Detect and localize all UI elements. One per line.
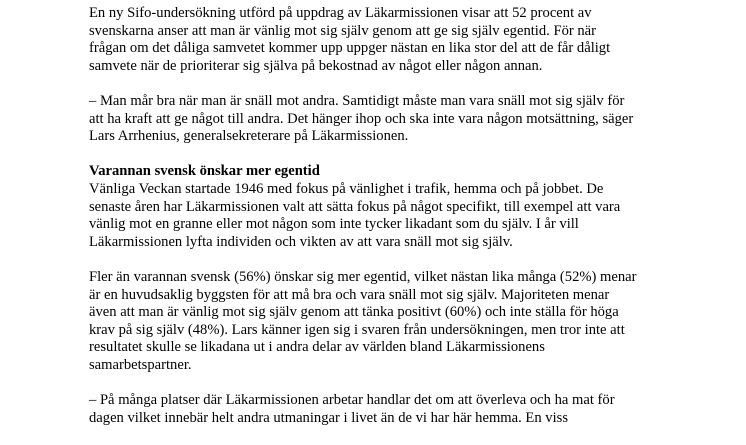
text-line: samarbetspartner.: [89, 356, 192, 373]
text-line: Lars Arrhenius, generalsekreterare på Läkarmissionen.: [89, 128, 409, 145]
text-line: Fler än varannan svensk (56%) önskar sig mer egentid, vilket nästan lika många (52%) menar: [89, 268, 637, 285]
paragraph-quote: [89, 93, 729, 146]
paragraph-statistics: [89, 269, 729, 375]
text-line: att ha kraft att ge något till andra. Det hänger ihop och ska inte vara någon motsättning, säger: [89, 110, 634, 127]
text-line: krav på sig själv (48%). Lars känner igen sig i svaren från undersökningen, men tror inte att: [89, 321, 625, 338]
text-line: samvete när de prioriterar sig själva på bekostnad av något eller någon annan.: [89, 57, 543, 74]
section-egentid: [89, 163, 729, 251]
paragraph-intro: [89, 5, 729, 75]
document-page: [89, 5, 729, 445]
paragraph-closing-quote: [89, 392, 729, 427]
text-line: svenskarna anser att man är vänlig mot sig själv genom att ge sig själv egentid. För när: [89, 22, 597, 39]
text-line: En ny Sifo-undersökning utförd på uppdrag av Läkarmissionen visar att 52 procent av: [89, 5, 592, 21]
text-line: Vänliga Veckan startade 1946 med fokus på vänlighet i trafik, hemma och på jobbet. De: [89, 180, 604, 197]
section-heading: Varannan svensk önskar mer egentid: [89, 163, 320, 180]
text-line: även att man är vänlig mot sig själv genom att tänka positivt (60%) och inte ställa för höga: [89, 304, 619, 321]
text-line: senaste åren har Läkarmissionen valt att sätta fokus på något specifikt, till exempel att vara: [89, 198, 621, 215]
text-line: är en huvudsaklig byggsten för att må bra och vara snäll mot sig själv. Majoriteten menar: [89, 286, 610, 303]
text-line: resultatet skulle se likadana ut i andra delar av världen bland Läkarmissionens: [89, 339, 545, 356]
text-line: dagen vilket innebär helt andra utmaningar i livet än de vi har här hemma. En viss: [89, 409, 569, 426]
text-line: vänlig mot en granne eller mot någon som inte tycker likadant som du själv. I år vill: [89, 216, 579, 233]
text-line: – På många platser där Läkarmissionen arbetar handlar det om att överleva och ha mat för: [89, 392, 615, 409]
text-line: – Man mår bra när man är snäll mot andra. Samtidigt måste man vara snäll mot sig själv för: [89, 92, 625, 109]
text-line: Läkarmissionen lyfta individen och vikten av att vara snäll mot sig själv.: [89, 233, 513, 250]
text-line: frågan om det dåliga samvetet kommer upp uppger nästan en lika stor del att de får dåligt: [89, 40, 611, 57]
